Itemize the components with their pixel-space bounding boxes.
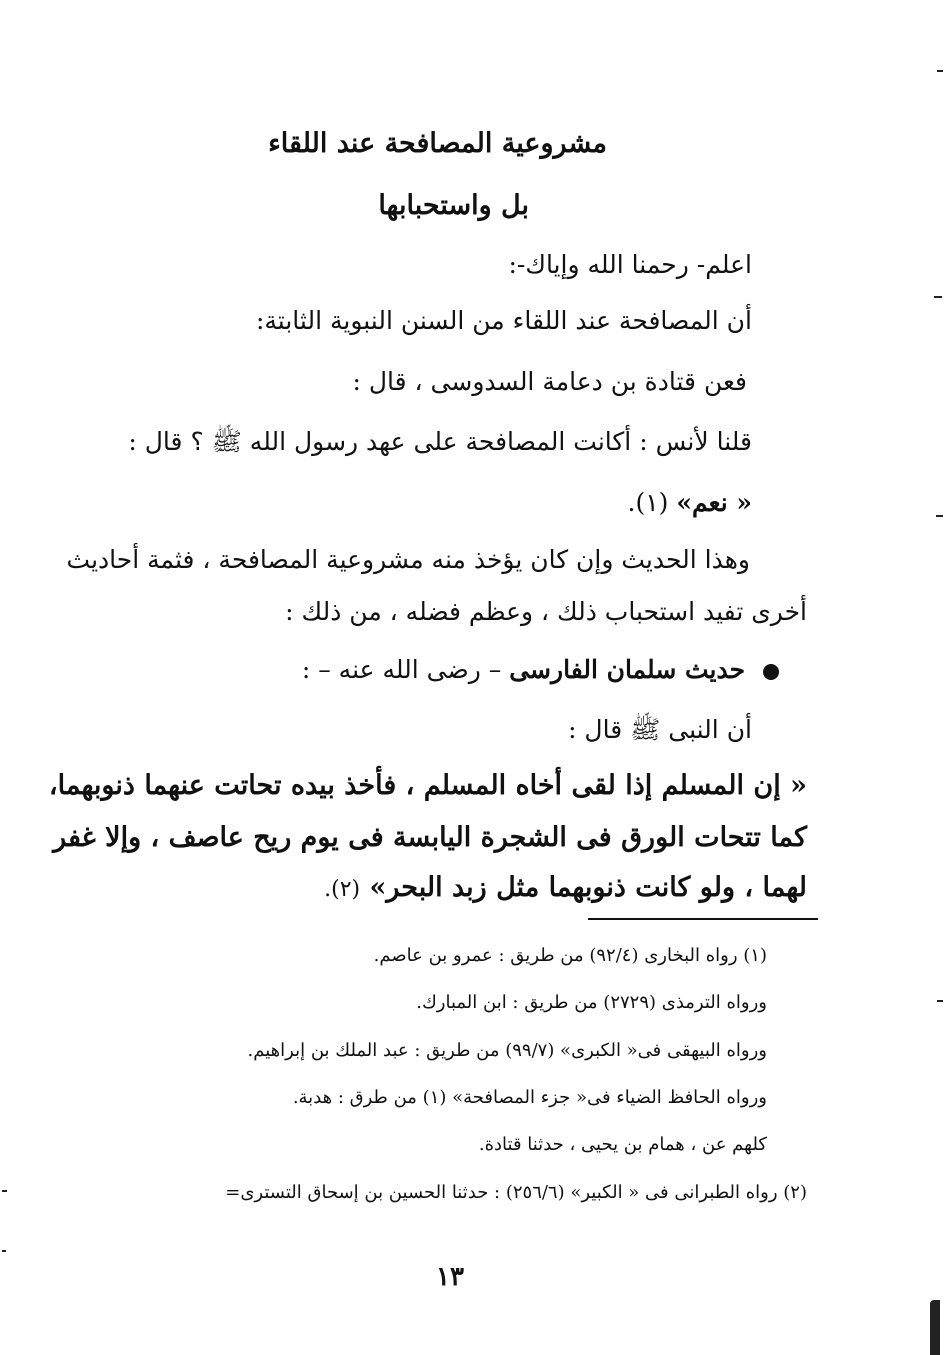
hadith-line-3 (324, 872, 807, 903)
bullet-icon (763, 664, 779, 680)
paragraph-other-hadiths-1: وهذا الحديث وإن كان يؤخذ منه مشروعية المصافحة ، فثمة أحاديث (66, 545, 750, 574)
footnote-ref-2: (٢). (324, 877, 361, 902)
scan-edge (930, 1300, 940, 1355)
scan-mark (936, 515, 943, 517)
answer-quote: « نعم» (676, 488, 752, 517)
paragraph-sunnah: أن المصافحة عند اللقاء من السنن النبوية الثابتة: (255, 306, 752, 335)
page-subtitle: بل واستحبابها (378, 190, 529, 221)
footnote-1e: كلهم عن ، همام بن يحيى ، حدثنا قتادة. (478, 1134, 767, 1155)
paragraph-anas-question: قلنا لأنس : أكانت المصافحة على عهد رسول الله ﷺ ؟ قال : (128, 427, 752, 456)
paragraph-anas-answer (628, 488, 752, 517)
page-title: مشروعية المصافحة عند اللقاء (268, 128, 607, 159)
paragraph-prophet-said: أن النبى ﷺ قال : (568, 715, 752, 744)
scan-mark (2, 1190, 7, 1192)
paragraph-other-hadiths-2: أخرى تفيد استحباب ذلك ، وعظم فضله ، من ذلك : (285, 597, 807, 626)
footnote-2: (٢) رواه الطبرانى فى « الكبير» (٢٥٦/٦) : حدثنا الحسين بن إسحاق التسترى= (225, 1182, 807, 1203)
paragraph-salman-heading (302, 655, 779, 684)
hadith-line-3-text: لهما ، ولو كانت ذنوبهما مثل زبد البحر» (369, 872, 807, 903)
scan-mark (937, 1000, 943, 1002)
hadith-line-1: « إن المسلم إذا لقى أخاه المسلم ، فأخذ بيده تحاتت عنهما ذنوبهما، (48, 770, 807, 801)
scan-mark (937, 70, 943, 72)
footnote-divider (588, 918, 818, 920)
scan-mark (934, 296, 942, 298)
paragraph-qatadah: فعن قتادة بن دعامة السدوسى ، قال : (352, 367, 747, 396)
hadith-line-2: كما تتحات الورق فى الشجرة اليابسة فى يوم ريح عاصف ، وإلا غفر (53, 822, 807, 853)
scan-mark (2, 1250, 6, 1252)
page-number: ١٣ (436, 1262, 464, 1292)
footnote-1c: ورواه البيهقى فى« الكبرى» (٩٩/٧) من طريق : عبد الملك بن إبراهيم. (247, 1040, 767, 1061)
salman-honorific: – رضى الله عنه – : (301, 655, 502, 684)
footnote-1b: ورواه الترمذى (٢٧٢٩) من طريق : ابن المبارك. (416, 992, 767, 1013)
salman-name: حديث سلمان الفارسى (509, 655, 746, 684)
footnote-1d: ورواه الحافظ الضياء فى« جزء المصافحة» (١) من طرق : هدبة. (292, 1087, 767, 1108)
paragraph-intro: اعلم- رحمنا الله وإياك-: (508, 250, 752, 279)
footnote-1: (١) رواه البخارى (٩٢/٤) من طريق : عمرو بن عاصم. (373, 945, 767, 966)
footnote-ref-1: (١). (627, 488, 669, 517)
